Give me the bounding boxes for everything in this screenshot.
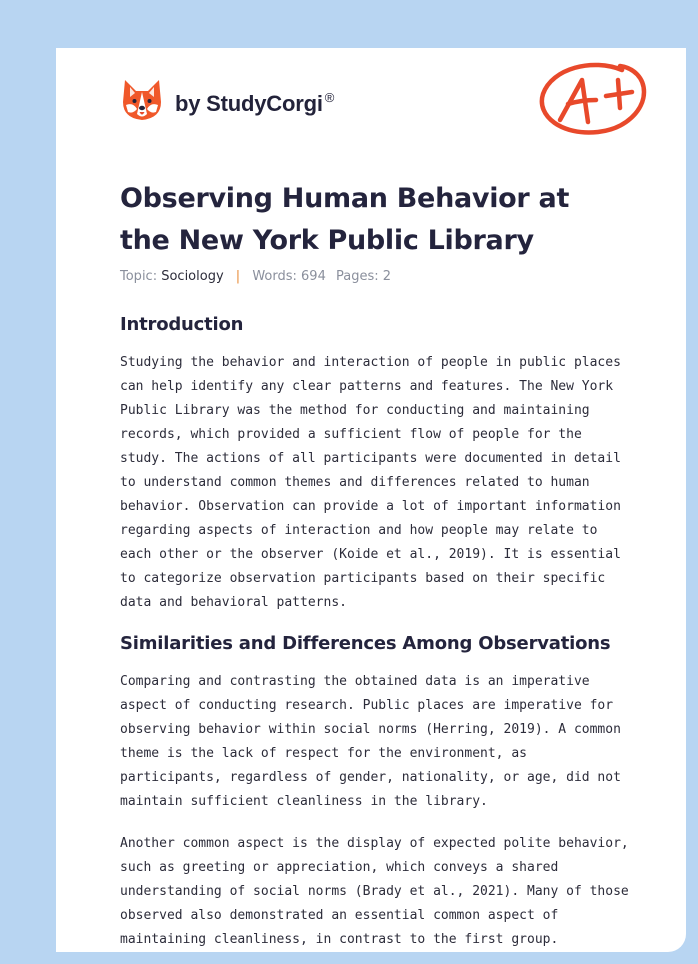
document-body (120, 310, 630, 952)
paragraph: Studying the behavior and interaction of people in public places can help identify any clear patterns and features. The New York Public Library was the method for conducting and maintaining records, which provided a sufficient flow of people for the study. The actions of all participants were documented in detail to understand common themes and differences related to human behavior. Observation can provide a lot of important information regarding aspects of interaction and how people may relate to each other or the observer (Koide et al., 2019). It is essential to categorize observation participants based on their specific data and behavioral patterns. (120, 355, 621, 610)
a-plus-icon (538, 58, 648, 140)
paragraph: Another common aspect is the display of expected polite behavior, such as greeting or appreciation, which conveys a shared understanding of social norms (Brady et al., 2021). Many of those observed also demonstrated an essential common aspect of maintaining cleanliness, in contrast to the first group. (120, 836, 629, 947)
registered-mark: ® (324, 89, 335, 105)
topic-link[interactable]: Sociology (161, 269, 224, 284)
page-count: Pages: 2 (335, 269, 392, 284)
section-heading-introduction: Introduction (120, 314, 244, 335)
studycorgi-logo[interactable] (122, 77, 334, 123)
paragraph: Comparing and contrasting the obtained data is an imperative aspect of conducting research. Public places are imperative for observing behavior within social norms (Herring, 2019). A common theme is the lack of respect for the environment, as participants, regardless of gender, nationality, or age, did not maintain sufficient cleanliness in the library. (120, 674, 621, 809)
topic-label: Topic: (120, 269, 158, 284)
document-meta (120, 269, 391, 284)
document-title: Observing Human Behavior at the New York Public Library (120, 183, 570, 256)
document-page (56, 48, 686, 952)
meta-separator: | (235, 269, 241, 284)
corgi-icon (122, 78, 162, 122)
word-count: Words: 694 (252, 269, 326, 284)
section-heading-similarities: Similarities and Differences Among Observations (120, 633, 611, 654)
brand-name: by StudyCorgi ® (175, 89, 335, 116)
